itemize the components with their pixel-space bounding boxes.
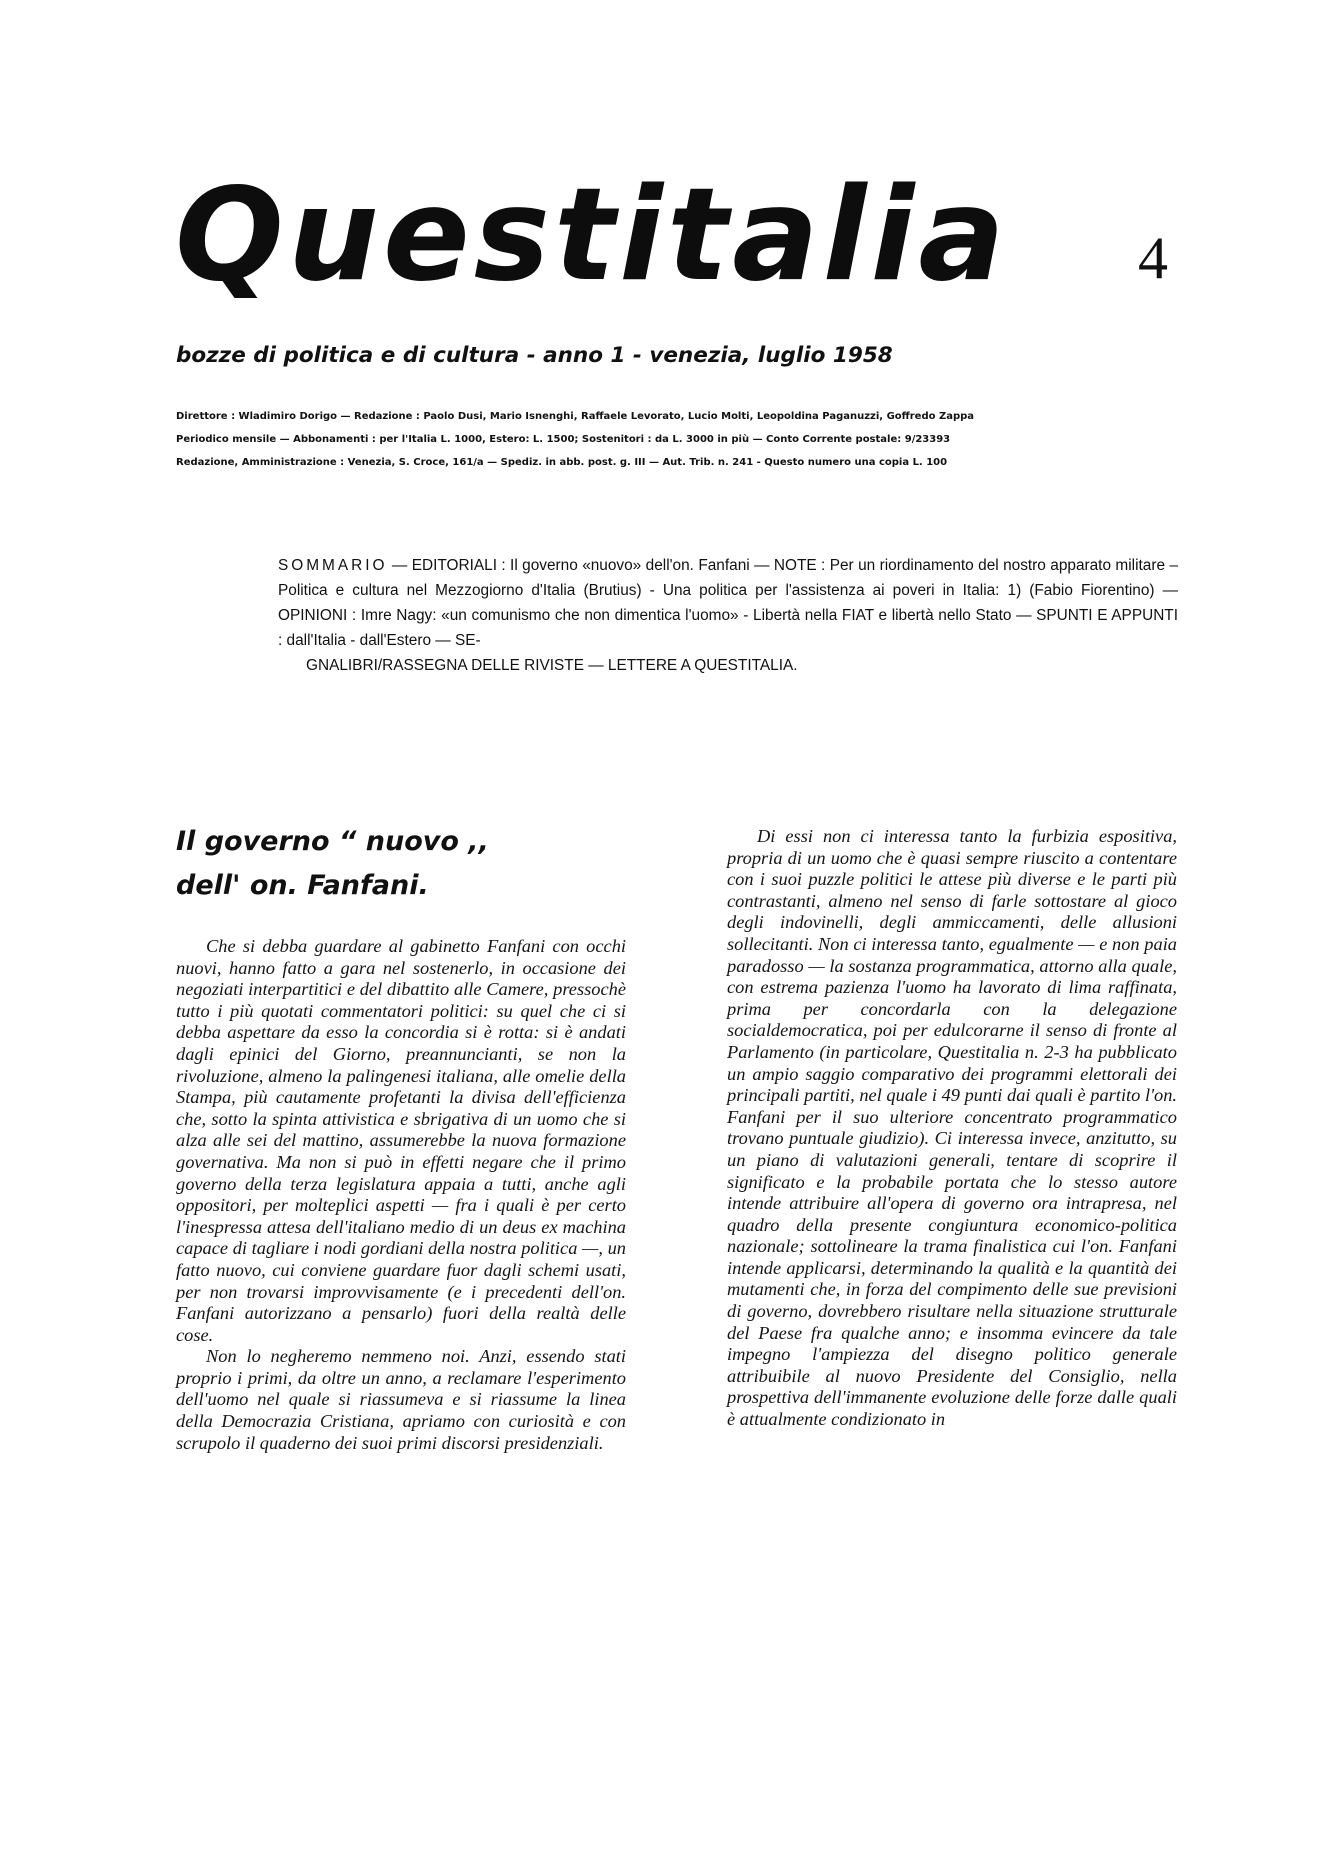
article-title (176, 820, 626, 908)
table-of-contents (278, 553, 1178, 678)
issue-number: 4 (1138, 225, 1168, 291)
summary-label: SOMMARIO (278, 557, 388, 574)
article-paragraph: Non lo negheremo nemmeno noi. Anzi, essendo stati proprio i primi, da oltre un anno, a reclamare l'esperimento dell'uomo nel quale si riassumeva e si riassume la linea della Democrazia Cristiana, apriamo con curiosità e con scrupolo il quaderno dei suoi primi discorsi presidenziali. (176, 1346, 626, 1453)
article-column-right (727, 826, 1177, 1431)
summary-body: — EDITORIALI : Il governo «nuovo» dell'on. Fanfani — NOTE : Per un riordinamento del nostro apparato militare – Politica e cultura nel Mezzogiorno d'Italia (Brutius) - Una politica per l'assistenza ai poveri in Italia: 1) (Fabio Fiorentino) — OPINIONI : Imre Nagy: «un comunismo che non dimentica l'uomo» - Libertà nella FIAT e libertà nello Stato — SPUNTI E APPUNTI : dall'Italia - dall'Estero — SE- (278, 557, 1178, 649)
credits-block (176, 405, 1186, 474)
article-title-line-1: Il governo “ nuovo ,, (176, 826, 489, 857)
article-title-line-2: dell' on. Fanfani. (176, 870, 429, 901)
masthead-subtitle: bozze di politica e di cultura - anno 1 - venezia, luglio 1958 (176, 343, 893, 368)
article-column-left (176, 820, 626, 1454)
summary-tail: GNALIBRI/RASSEGNA DELLE RIVISTE — LETTERE A QUESTITALIA. (306, 657, 798, 674)
credits-line-editors: Direttore : Wladimiro Dorigo — Redazione : Paolo Dusi, Mario Isnenghi, Raffaele Levorato, Lucio Molti, Leopoldina Paganuzzi, Goffredo Zappa (176, 411, 975, 422)
credits-line-subscriptions: Periodico mensile — Abbonamenti : per l'Italia L. 1000, Estero: L. 1500; Sostenitori : da L. 3000 in più — Conto Corrente postale: 9/23393 (176, 434, 951, 445)
article-paragraph: Che si debba guardare al gabinetto Fanfani con occhi nuovi, hanno fatto a gara nel sostenerlo, in occasione dei negoziati interpartitici e del dibattito alle Camere, pressochè tutto i più quotati commentatori politici: su quel che ci si debba aspettare da esso la concordia si è rotta: si è andati dagli epinici del Giorno, preannuncianti, se non la rivoluzione, almeno la palingenesi italiana, alle omelie della Stampa, più cautamente profetanti la divisa dell'efficienza che, sotto la spinta attivistica e sbrigativa di un uomo che si alza alle sei del mattino, assumerebbe la nuova formazione governativa. Ma non si può in effetti negare che il primo governo della terza legislatura appaia a tutti, anche agli oppositori, per molteplici aspetti — fra i quali è per certo l'inespressa attesa dell'italiano medio di un deus ex machina capace di tagliare i nodi gordiani della nostra politica —, un fatto nuovo, cui conviene guardare fuor dagli schemi usati, per non trovarsi improvvisamente (e i precedenti dell'on. Fanfani autorizzano a pensarlo) fuori della realtà delle cose. (176, 936, 626, 1345)
article-paragraph: Di essi non ci interessa tanto la furbizia espositiva, propria di un uomo che è quasi sempre riuscito a contentare con i suoi puzzle politici le attese più diverse e le parti più contrastanti, almeno nel senso di farle sottostare al gioco degli indovinelli, degli ammiccamenti, delle allusioni sollecitanti. Non ci interessa tanto, egualmente — e non paia paradosso — la sostanza programmatica, attorno alla quale, con estrema pazienza l'uomo ha lavorato di lima raffinata, prima per concordarla con la delegazione socialdemocratica, poi per edulcorarne il senso di fronte al Parlamento (in particolare, Questitalia n. 2-3 ha pubblicato un ampio saggio comparativo dei programmi elettorali dei principali partiti, nel quale i 49 punti dai quali è partito l'on. Fanfani per il suo ulteriore concentrato programmatico trovano puntuale giudizio). Ci interessa invece, anzitutto, su un piano di valutazioni generali, tentare di scoprire il significato e la probabile portata che lo stesso autore intende attribuire all'opera di governo ora intrapresa, nel quadro della presente congiuntura economico-politica nazionale; sottolineare la trama finalistica cui l'on. Fanfani intende applicarsi, determinando la qualità e la quantità dei mutamenti che, in forza del compimento delle sue previsioni di governo, dovrebbero risultare nella situazione strutturale del Paese fra qualche anno; e insomma evincere da tale impegno l'ampiezza del disegno politico generale attribuibile al nuovo Presidente del Consiglio, nella prospettiva dell'immanente evoluzione delle forze dalle quali è attualmente condizionato in (727, 826, 1177, 1430)
masthead-title: Questitalia (175, 161, 1009, 310)
credits-line-address: Redazione, Amministrazione : Venezia, S. Croce, 161/a — Spediz. in abb. post. g. III — Aut. Trib. n. 241 - Questo numero una copia L. 100 (176, 457, 948, 468)
